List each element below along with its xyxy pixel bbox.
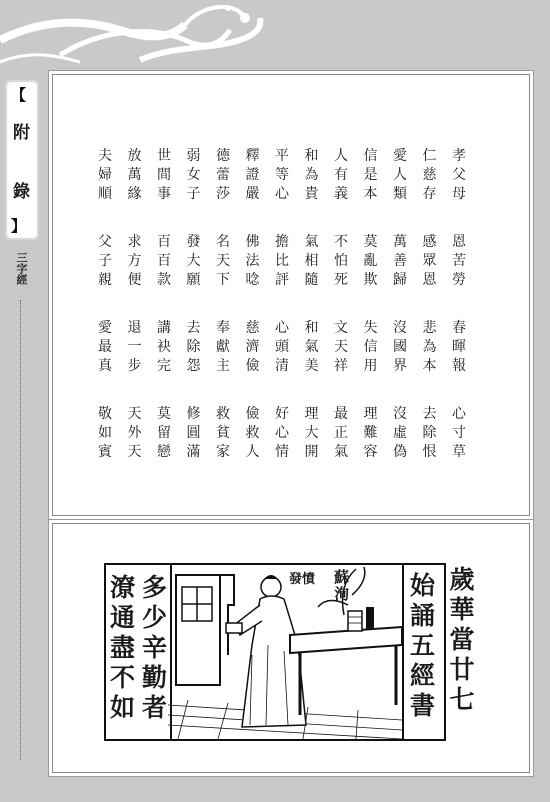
poem-phrase: 夫 婦 順 (98, 148, 112, 202)
poem-phrase: 講 袂 完 (157, 320, 171, 374)
tab-char-lu: 錄 (13, 182, 30, 202)
poem-phrase: 去 除 怨 (186, 320, 201, 374)
poem-phrase: 修 圓 滿 (186, 406, 201, 460)
scholar-illustration (168, 565, 402, 739)
poem-phrase: 百 百 款 (157, 234, 171, 288)
poem-phrase: 愛 人 類 (393, 148, 407, 202)
poem-phrase: 失 信 用 (363, 320, 378, 374)
poem-phrase: 信 是 本 (363, 148, 378, 202)
poem-phrase: 恩 苦 勞 (452, 234, 466, 288)
poem-phrase: 心 頭 清 (275, 320, 289, 374)
name-label: 蘇 洵 (334, 568, 350, 603)
poem-phrase: 沒 虛 偽 (393, 406, 407, 460)
poem-phrase: 莫 留 戀 (157, 406, 171, 460)
poem-phrase: 發 大 願 (186, 234, 201, 288)
poem-phrase: 感 眾 恩 (422, 234, 437, 288)
poem-phrase: 萬 善 歸 (393, 234, 407, 288)
poem-column (393, 147, 407, 491)
poem-phrase: 救 貧 家 (216, 406, 230, 460)
woodblock-print (104, 563, 446, 741)
poem-phrase: 仁 慈 存 (422, 148, 437, 202)
poem-phrase: 德 蕾 莎 (216, 148, 230, 202)
poem-phrase: 世 間 事 (157, 148, 171, 202)
poem-phrase: 心 寸 草 (452, 406, 466, 460)
poem-phrase: 沒 國 界 (393, 320, 407, 374)
poem-phrase: 退 一 步 (127, 320, 142, 374)
poem-phrase: 敬 如 賓 (98, 406, 112, 460)
poem-column (98, 147, 112, 491)
poem-column (216, 147, 230, 491)
poem-phrase: 求 方 便 (127, 234, 142, 288)
tab-bracket-open: 【 (11, 86, 27, 104)
side-dotted-divider (20, 300, 21, 760)
poem-phrase: 悲 為 本 (422, 320, 437, 374)
poem-column (128, 147, 142, 491)
poem-phrase: 莫 亂 欺 (363, 234, 378, 288)
poem-phrase: 擔 比 評 (275, 234, 289, 288)
tab-char-fu: 附 (13, 123, 30, 143)
poem-phrase: 最 正 氣 (334, 406, 348, 460)
inscription-right-col2: 始 誦 五 經 書 (410, 571, 436, 720)
poem-phrase: 儉 救 人 (245, 406, 260, 460)
section-subtitle: 三字經 (15, 252, 28, 285)
poem-phrase: 天 外 天 (127, 406, 142, 460)
poem-phrase: 父 子 親 (98, 234, 112, 288)
poem-phrase: 文 天 祥 (334, 320, 348, 374)
poem-phrase: 弱 女 子 (186, 148, 201, 202)
poem-column (305, 147, 319, 491)
poem-column (452, 147, 466, 491)
poem-phrase: 慈 濟 儉 (245, 320, 260, 374)
poem-phrase: 不 怕 死 (334, 234, 348, 288)
poem-phrase: 氣 相 隨 (304, 234, 319, 288)
poem-column (157, 147, 171, 491)
poem-column (364, 147, 378, 491)
poem-phrase: 平 等 心 (275, 148, 289, 202)
poem-phrase: 愛 最 真 (98, 320, 112, 374)
fa-fen-text: 發憤 (289, 572, 316, 587)
poem-column (334, 147, 348, 491)
poem-column (275, 147, 289, 491)
poem-phrase: 奉 獻 主 (216, 320, 230, 374)
poem-phrase: 孝 父 母 (452, 148, 466, 202)
poem-phrase: 好 心 情 (275, 406, 289, 460)
poem-phrase: 人 有 義 (334, 148, 348, 202)
poem-phrase: 理 難 容 (363, 406, 378, 460)
poem-phrase: 和 氣 美 (304, 320, 319, 374)
poem-phrase: 放 萬 緣 (127, 148, 142, 202)
poem-phrase: 春 暉 報 (452, 320, 466, 374)
section-tab (5, 80, 39, 240)
poem-phrase: 和 為 貴 (304, 148, 319, 202)
poem-column (187, 147, 201, 491)
inscription-right-col1: 歲 華 當 廿 七 (449, 565, 475, 714)
decorative-swirl-banner (0, 0, 550, 75)
poem-phrase: 釋 證 嚴 (245, 148, 260, 202)
poem-phrase: 佛 法 唸 (245, 234, 260, 288)
inscription-left-col1: 多 少 辛 勤 者 (142, 573, 168, 722)
poem-phrase: 理 大 開 (304, 406, 319, 460)
tab-bracket-close: 】 (11, 217, 27, 235)
right-border (402, 565, 404, 739)
poem-phrase: 去 除 恨 (422, 406, 437, 460)
inscription-left-col2: 潦 通 盡 不 如 (110, 573, 136, 722)
poem-phrase: 名 天 下 (216, 234, 230, 288)
poem-column (423, 147, 437, 491)
poem-column (246, 147, 260, 491)
